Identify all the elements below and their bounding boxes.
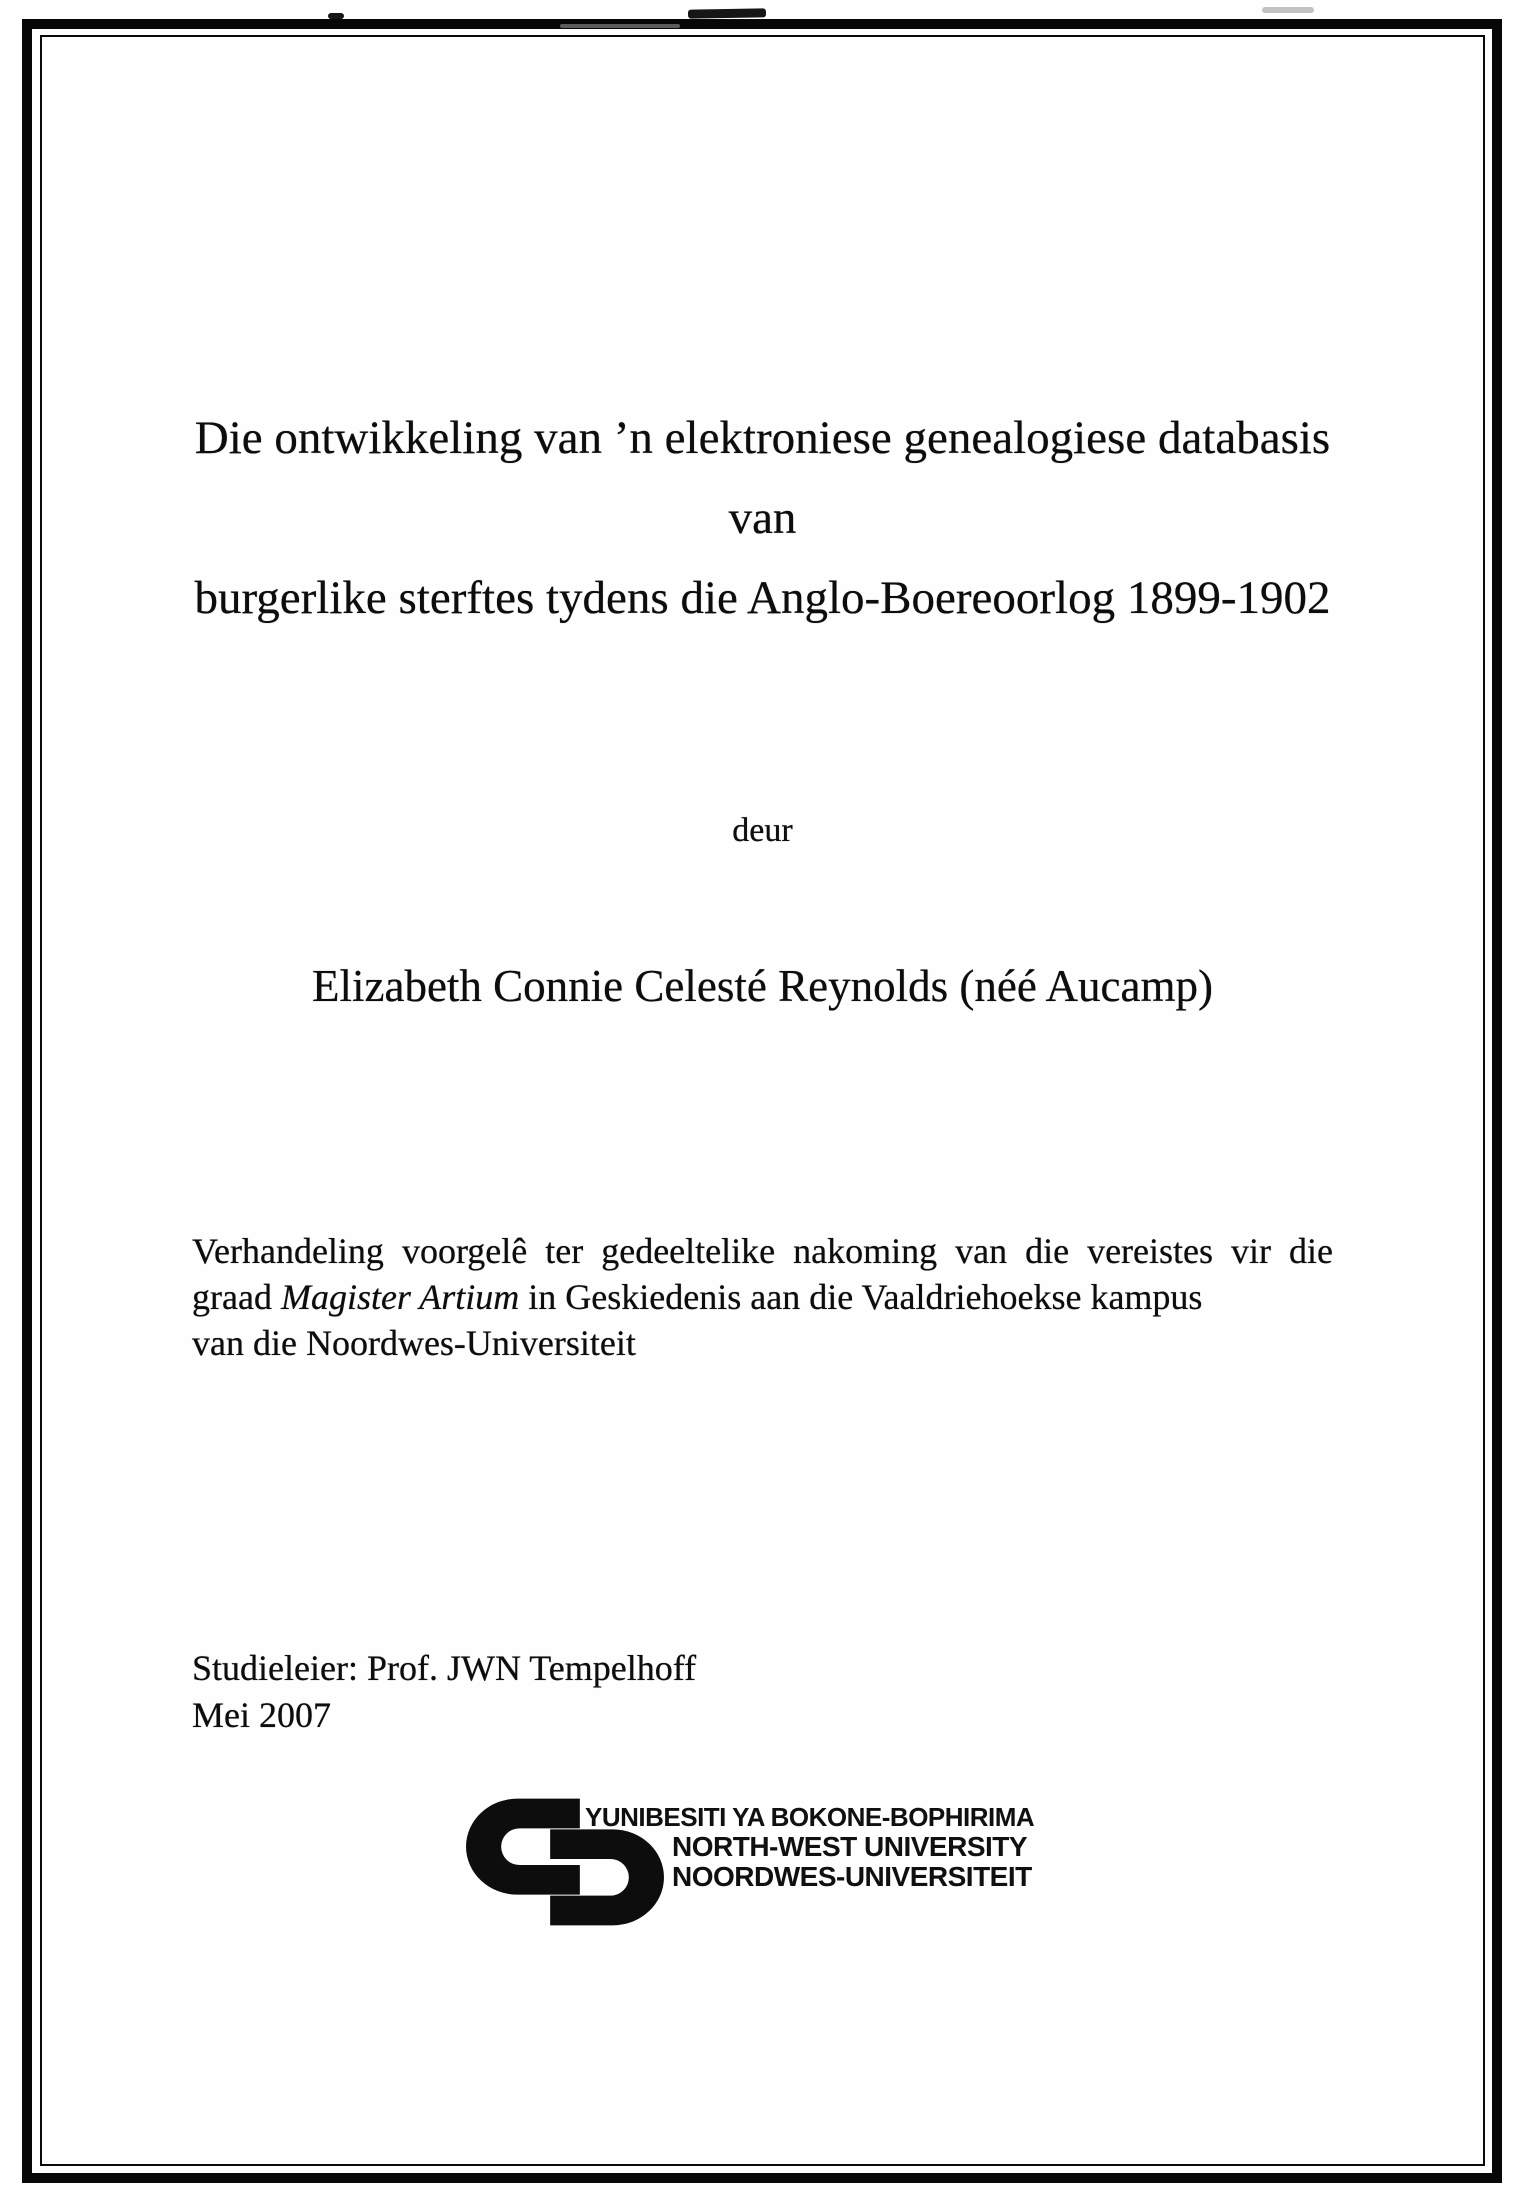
supervisor-line: Studieleier: Prof. JWN Tempelhoff: [192, 1648, 697, 1688]
supervisor-block: [192, 1645, 696, 1739]
description-line-1: Verhandeling voorgelê ter gedeeltelike nakoming van die vereistes vir die: [192, 1231, 1333, 1271]
scan-artifact: [1262, 7, 1314, 13]
date-line: Mei 2007: [192, 1695, 331, 1735]
thesis-title-line-1: Die ontwikkeling van ’n elektroniese genealogiese databasis van: [194, 412, 1331, 544]
byline-deur: deur: [732, 812, 793, 849]
logo-text-afrikaans: NOORDWES-UNIVERSITEIT: [672, 1861, 1032, 1892]
description-line-2: [192, 1274, 1333, 1320]
university-logo-text: [585, 1802, 1035, 1892]
description-line-2-post: in Geskiedenis aan die Vaaldriehoekse kampus: [519, 1277, 1203, 1317]
description-line-3: van die Noordwes-Universiteit: [192, 1323, 636, 1363]
scan-artifact: [688, 8, 766, 18]
logo-text-english: NORTH-WEST UNIVERSITY: [672, 1831, 1028, 1862]
thesis-title-line-2: burgerlike sterftes tydens die Anglo-Boereoorlog 1899-1902: [194, 572, 1331, 624]
logo-text-setswana: YUNIBESITI YA BOKONE-BOPHIRIMA: [585, 1802, 1035, 1832]
description-line-2-pre: graad: [192, 1277, 281, 1317]
thesis-title: [192, 398, 1333, 638]
thesis-description: [192, 1228, 1333, 1366]
university-logo: [466, 1798, 1126, 1938]
degree-name-italic: Magister Artium: [280, 1277, 520, 1317]
author-name: Elizabeth Connie Celesté Reynolds (néé Aucamp): [312, 961, 1213, 1011]
scan-artifact: [560, 24, 680, 28]
scan-artifact: [328, 13, 344, 19]
